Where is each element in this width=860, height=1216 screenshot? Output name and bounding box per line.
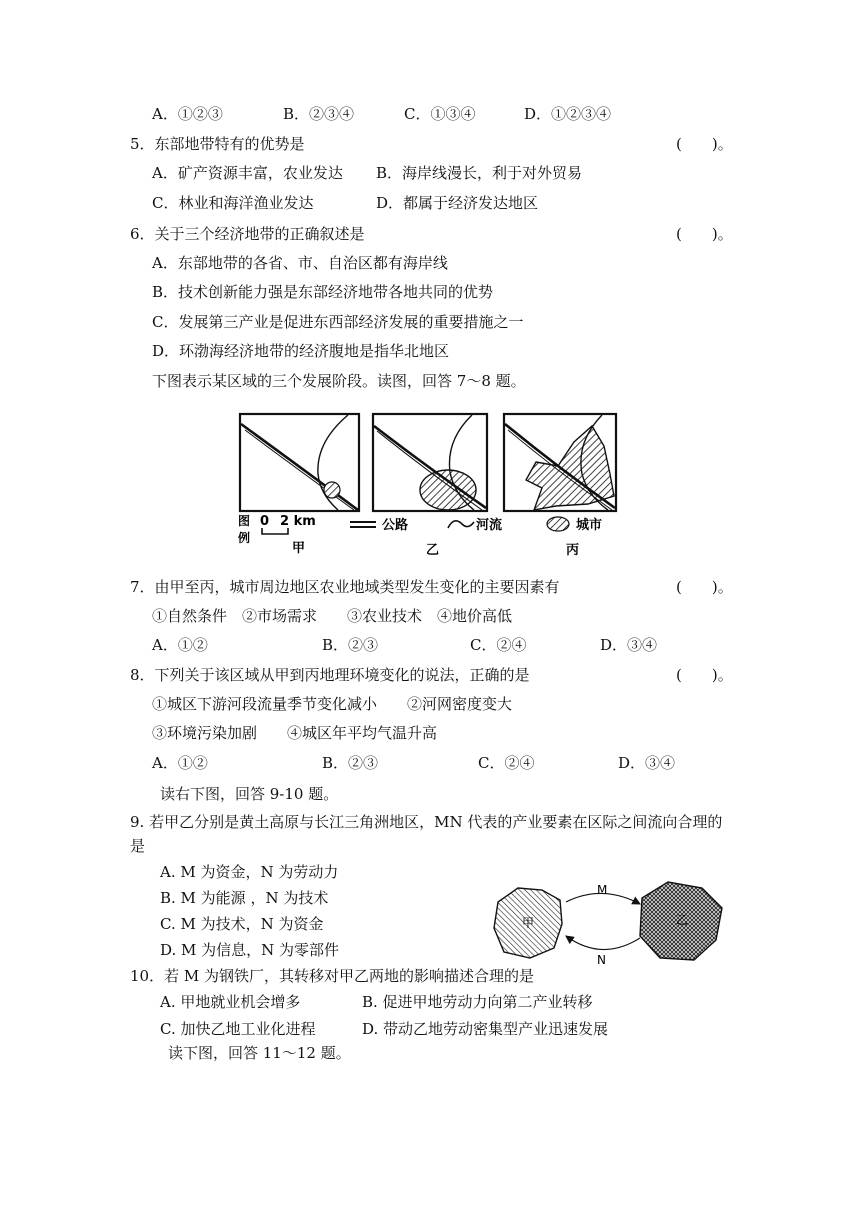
development-stages-figure [236, 404, 636, 564]
q5-option-d: D．都属于经济发达地区 [376, 194, 539, 212]
q9-option-b: B. M 为能源 ，N 为技术 [160, 889, 329, 907]
flow-label-m: M [597, 883, 608, 897]
stage-yi-panel [373, 414, 487, 511]
flow-label-n: N [597, 953, 606, 967]
city-legend-symbol [547, 517, 569, 531]
q7-items: ①自然条件 ②市场需求 ③农业技术 ④地价高低 [152, 607, 513, 625]
q4-option-d: D．①②③④ [524, 105, 612, 123]
q6-option-b: B．技术创新能力强是东部经济地带各地共同的优势 [152, 283, 494, 301]
q9-option-d: D. M 为信息，N 为零部件 [160, 941, 340, 959]
q5-option-c: C．林业和海洋渔业发达 [152, 194, 314, 212]
legend-label-bottom: 例 [238, 531, 251, 545]
q5-option-b: B．海岸线漫长，利于对外贸易 [376, 164, 583, 182]
q5-option-a: A．矿产资源丰富，农业发达 [152, 164, 343, 182]
q4-option-a: A．①②③ [152, 105, 223, 123]
q7-option-a: A．①② [152, 636, 208, 654]
q6-option-a: A．东部地带的各省、市、自治区都有海岸线 [152, 254, 448, 272]
stage-bing-panel [504, 414, 616, 511]
q6-stem: 6．关于三个经济地带的正确叙述是 [130, 225, 365, 243]
legend-river: 河流 [476, 518, 503, 533]
q7-option-c: C．②④ [470, 636, 527, 654]
q4-option-b: B．②③④ [283, 105, 355, 123]
q9-stem-line-2: 是 [130, 837, 146, 855]
q9-stem-line-1: 9. 若甲乙分别是黄土高原与长江三角洲地区，MN 代表的产业要素在区际之间流向合理的 [130, 813, 723, 831]
q8-option-a: A．①② [152, 754, 208, 772]
q10-option-b: B. 促进甲地劳动力向第二产业转移 [362, 993, 593, 1011]
q10-stem: 10．若 M 为钢铁厂，其转移对甲乙两地的影响描述合理的是 [130, 967, 534, 985]
q10-option-a: A. 甲地就业机会增多 [160, 993, 301, 1011]
scale-zero: 0 [260, 514, 270, 529]
regional-flow-figure [490, 878, 730, 968]
intro-9-10: 读右下图，回答 9-10 题。 [160, 785, 339, 803]
q7-answer-paren: ( )。 [676, 578, 733, 596]
stage-label-yi: 乙 [426, 543, 440, 558]
river-legend-symbol [448, 521, 474, 528]
region-yi-label: 乙 [676, 913, 689, 927]
q4-option-c: C．①③④ [404, 105, 476, 123]
q10-option-d: D. 带动乙地劳动密集型产业迅速发展 [362, 1020, 609, 1038]
scale-distance: 2 km [280, 514, 316, 529]
q8-answer-paren: ( )。 [676, 666, 733, 684]
q8-option-d: D．③④ [618, 754, 676, 772]
q8-stem: 8．下列关于该区域从甲到丙地理环境变化的说法，正确的是 [130, 666, 530, 684]
q6-answer-paren: ( )。 [676, 225, 733, 243]
q8-items-2: ③环境污染加剧 ④城区年平均气温升高 [152, 724, 438, 742]
q6-option-c: C．发展第三产业是促进东西部经济发展的重要措施之一 [152, 313, 524, 331]
q5-answer-paren: ( )。 [676, 135, 733, 153]
legend-label-top: 图 [238, 514, 251, 528]
legend-city: 城市 [576, 518, 603, 533]
q5-stem: 5．东部地带特有的优势是 [130, 135, 305, 153]
q9-option-a: A. M 为资金，N 为劳动力 [160, 863, 339, 881]
intro-7-8: 下图表示某区域的三个发展阶段。读图，回答 7～8 题。 [152, 372, 526, 390]
stage-jia-panel [240, 414, 359, 511]
flow-arrow-n [566, 936, 640, 950]
q10-option-c: C. 加快乙地工业化进程 [160, 1020, 316, 1038]
q8-option-c: C．②④ [478, 754, 535, 772]
q7-option-b: B．②③ [322, 636, 379, 654]
stage-label-jia: 甲 [292, 541, 306, 556]
stage-label-bing: 丙 [566, 543, 580, 558]
q7-stem: 7．由甲至丙，城市周边地区农业地域类型发生变化的主要因素有 [130, 578, 560, 596]
q7-option-d: D．③④ [600, 636, 658, 654]
q8-items-1: ①城区下游河段流量季节变化减小 ②河网密度变大 [152, 695, 513, 713]
region-jia-label: 甲 [522, 916, 535, 930]
legend-road: 公路 [382, 518, 409, 533]
q9-option-c: C. M 为技术，N 为资金 [160, 915, 324, 933]
intro-11-12: 读下图，回答 11～12 题。 [168, 1044, 351, 1062]
q6-option-d: D．环渤海经济地带的经济腹地是指华北地区 [152, 342, 450, 360]
q8-option-b: B．②③ [322, 754, 379, 772]
